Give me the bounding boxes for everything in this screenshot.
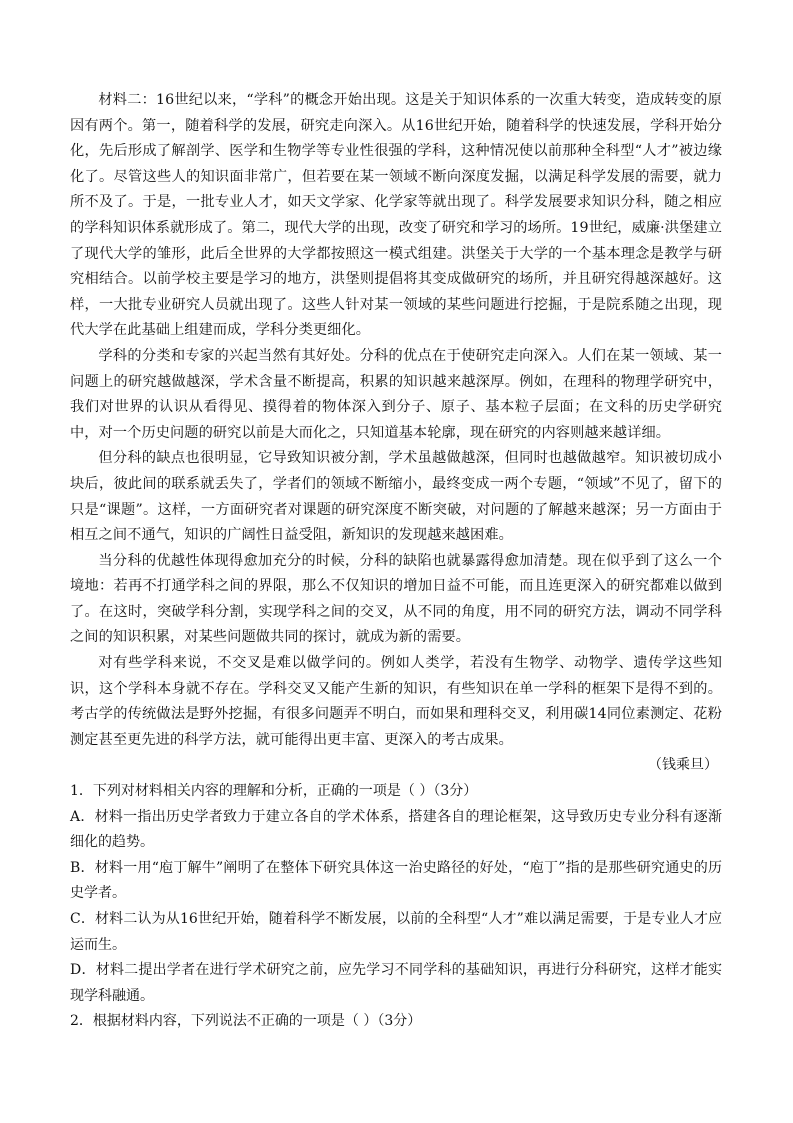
question-stem: 1．下列对材料相关内容的理解和分析，正确的一项是（ ）（3分）: [70, 783, 478, 800]
option-d: D．材料二提出学者在进行学术研究之前，应先学习不同学科的基础知识，再进行分科研究，这样才能实现学科融通。: [70, 962, 722, 1004]
passage-paragraph-2: 学科的分类和专家的兴起当然有其好处。分科的优点在于使研究走向深入。人们在某一领域、某一问题上的研究越做越深，学术含量不断提高，积累的知识越来越深厚。例如，在理科的物理学研究中，我们对世界的认识从看得见、摸得着的物体深入到分子、原子、基本粒子层面；在文科的历史学研究中，对一个历史问题的研究以前是大而化之，只知道基本轮廓，现在研究的内容则越来越详细。: [70, 347, 722, 441]
option-b: B．材料一用“庖丁解牛”阐明了在整体下研究具体这一治史路径的好处，“庖丁”指的是那些研究通史的历史学者。: [70, 859, 722, 902]
passage-paragraph-3: 但分科的缺点也很明显，它导致知识被分割，学术虽越做越深，但同时也越做越窄。知识被切成小块后，彼此间的联系就丢失了，学者们的领域不断缩小，最终变成一两个专题，“领域”不见了，留下的只是“课题”。这样，一方面研究者对课题的研究深度不断突破，对问题的了解越来越深；另一方面由于相互之间不通气，知识的广阔性日益受阻，新知识的发现越来越困难。: [70, 450, 722, 544]
question-2: [70, 1009, 722, 1035]
document-page: [70, 88, 722, 1035]
passage-source: （钱乘旦）: [648, 757, 718, 774]
passage-paragraph-4: 当分科的优越性体现得愈加充分的时候，分科的缺陷也就暴露得愈加清楚。现在似乎到了这么一个境地：若再不打通学科之间的界限，那么不仅知识的增加日益不可能，而且连更深入的研究都难以做到了。在这时，突破学科分割，实现学科之间的交叉，从不同的角度，用不同的研究方法，调动不同学科之间的知识积累，对某些问题做共同的探讨，就成为新的需要。: [70, 552, 722, 646]
question-1: [70, 779, 722, 1009]
question-stem: 2．根据材料内容，下列说法不正确的一项是（ ）（3分）: [70, 1013, 422, 1030]
option-c: C．材料二认为从16世纪开始，随着科学不断发展，以前的全科型“人才”难以满足需要，于是专业人才应运而生。: [70, 911, 722, 953]
passage-paragraph-5: 对有些学科来说，不交叉是难以做学问的。例如人类学，若没有生物学、动物学、遗传学这些知识，这个学科本身就不存在。学科交叉又能产生新的知识，有些知识在单一学科的框架下是得不到的。考古学的传统做法是野外挖掘，有很多问题弄不明白，而如果和理科交叉，利用碳14同位素测定、花粉测定甚至更先进的科学方法，就可能得出更丰富、更深入的考古成果。: [70, 655, 722, 748]
passage-paragraph-1: 材料二：16世纪以来，“学科”的概念开始出现。这是关于知识体系的一次重大转变，造成转变的原因有两个。第一，随着科学的发展，研究走向深入。从16世纪开始，随着科学的快速发展，学科开始分化，先后形成了解剖学、医学和生物学等专业性很强的学科，这种情况使以前那种全科型“人才”被边缘化了。尽管这些人的知识面非常广，但若要在某一领域不断向深度发掘，以满足科学发展的需要，就力所不及了。于是，一批专业人才，如天文学家、化学家等就出现了。科学发展要求知识分科，随之相应的学科知识体系就形成了。第二，现代大学的出现，改变了研究和学习的场所。19世纪，威廉·洪堡建立了现代大学的雏形，此后全世界的大学都按照这一模式组建。洪堡关于大学的一个基本理念是教学与研究相结合。以前学校主要是学习的地方，洪堡则提倡将其变成做研究的场所，并且研究得越深越好。这样，一大批专业研究人员就出现了。这些人针对某一领域的某些问题进行挖掘，于是院系随之出现，现代大学在此基础上组建而成，学科分类更细化。: [70, 92, 722, 339]
option-a: A．材料一指出历史学者致力于建立各自的学术体系，搭建各自的理论框架，这导致历史专业分科有逐渐细化的趋势。: [70, 808, 722, 851]
